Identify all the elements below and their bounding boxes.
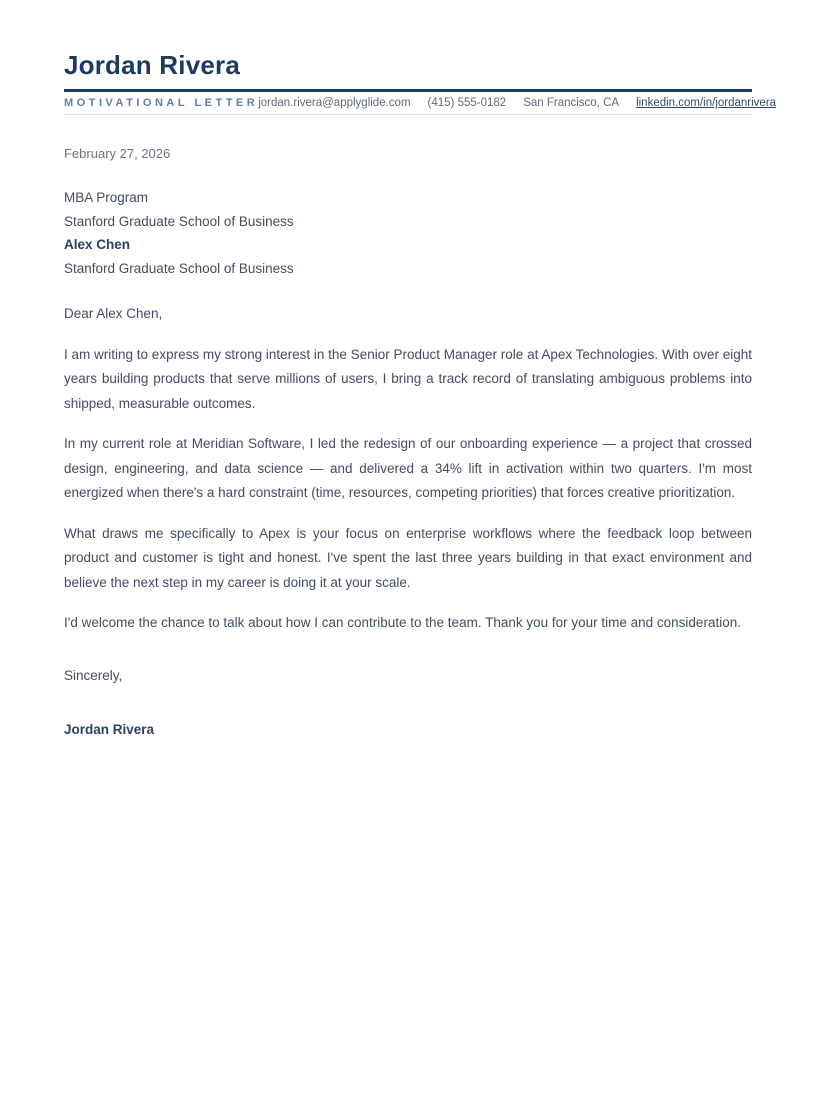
closing: Sincerely,: [64, 667, 123, 683]
paragraph-motivation: What draws me specifically to Apex is your focus on enterprise workflows where the feedback loop between product and customer is tight and honest. I've spent the last three years building in that exact environment and believe the next step in my career is doing it at your scale.: [64, 525, 752, 590]
contact-phone: (415) 555-0182: [427, 97, 507, 109]
page-title: Jordan Rivera: [64, 50, 241, 80]
recipient-line-school: Stanford Graduate School of Business: [64, 213, 294, 229]
contact-info: [258, 97, 776, 109]
paragraph-thanks: I'd welcome the chance to talk about how I can contribute to the team. Thank you for your time and consideration.: [64, 615, 741, 630]
paragraph-current-role: In my current role at Meridian Software, I led the redesign of our onboarding experience — a project that crossed design, engineering, and data science — and delivered a 34% lift in activation within two quarters. I'm most energized when there's a hard constraint (time, resources, competing priorities) that forces creative prioritization.: [64, 436, 752, 500]
contact-location: San Francisco, CA: [523, 97, 620, 109]
contact-linkedin-link[interactable]: linkedin.com/in/jordanrivera: [636, 97, 777, 109]
recipient-line-program: MBA Program: [64, 190, 149, 205]
recipient-block: [64, 186, 752, 280]
signature-name: Jordan Rivera: [64, 722, 155, 737]
recipient-line-contact-name: Alex Chen: [64, 237, 131, 252]
header-meta-row: [64, 92, 777, 115]
recipient-line-school-2: Stanford Graduate School of Business: [64, 260, 294, 276]
letter-date: February 27, 2026: [64, 146, 171, 161]
salutation: Dear Alex Chen,: [64, 306, 163, 321]
contact-email: jordan.rivera@applyglide.com: [258, 97, 411, 109]
doc-type-label: MOTIVATIONAL LETTER: [64, 97, 259, 109]
paragraph-intro: I am writing to express my strong interest in the Senior Product Manager role at Apex Technologies. With over eight years building products that serve millions of users, I bring a track record of translating ambiguous problems into shipped, measurable outcomes.: [64, 346, 752, 411]
